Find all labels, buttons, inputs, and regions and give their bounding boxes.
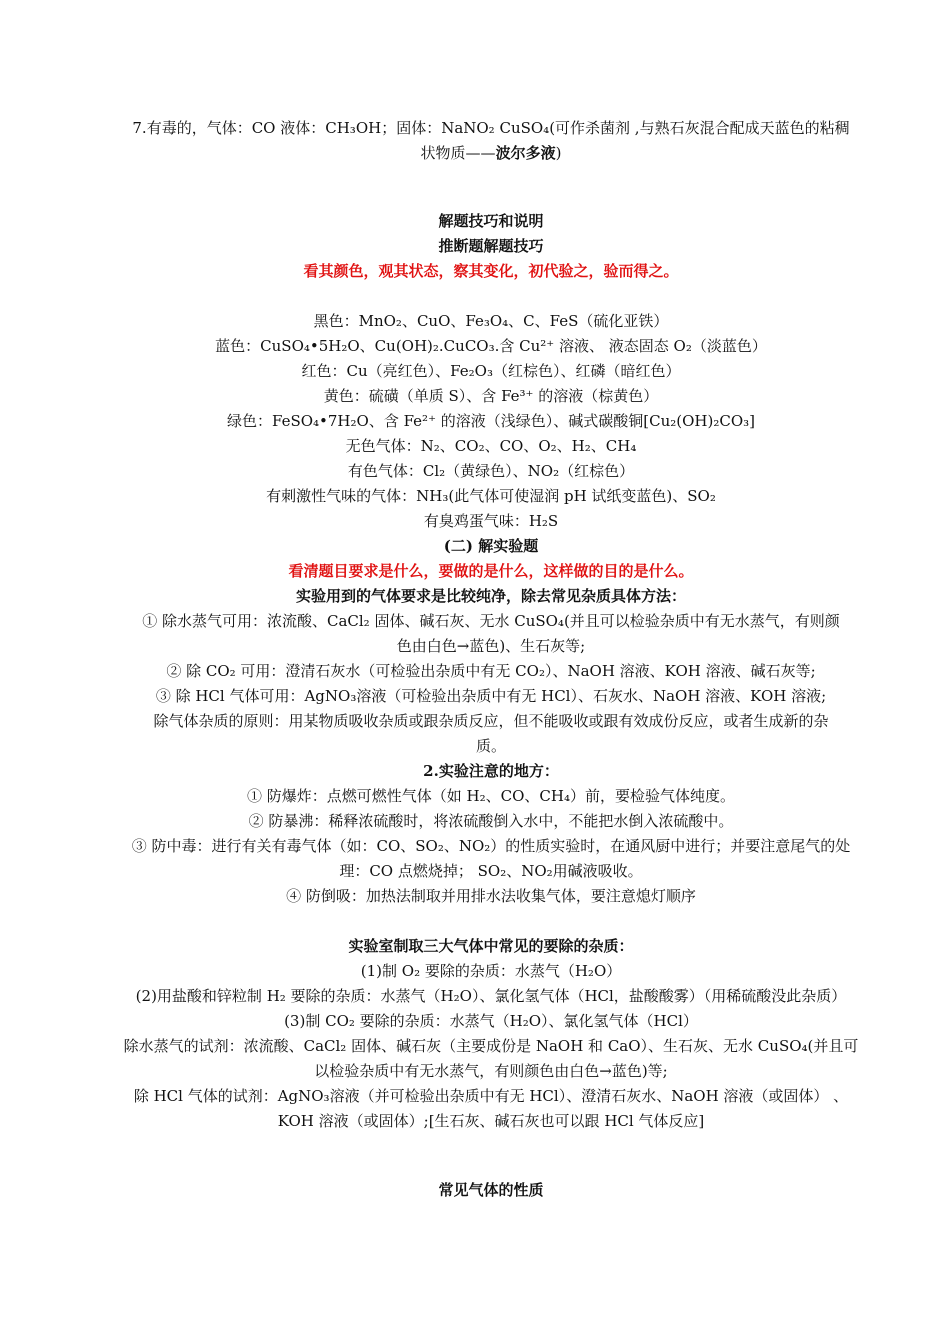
water-reagent-line-2: 以检验杂质中有无水蒸气，有则颜色由白色→蓝色)等; bbox=[314, 1062, 668, 1080]
three-gases-title: 实验室制取三大气体中常见的要除的杂质： bbox=[348, 937, 634, 955]
bordeaux-mixture: 波尔多液 bbox=[495, 144, 556, 162]
rotten-egg-gas: 有臭鸡蛋气味：H₂S bbox=[423, 512, 559, 530]
co2-impurities: (3)制 CO₂ 要除的杂质：水蒸气（H₂O）、氯化氢气体（HCl） bbox=[284, 1012, 698, 1030]
purification-title: 实验用到的气体要求是比较纯净，除去常见杂质具体方法： bbox=[295, 587, 686, 605]
hcl-reagent-line-1: 除 HCl 气体的试剂：AgNO₃溶液（并可检验出杂质中有无 HCl）、澄清石灰水、NaOH 溶液（或固体） 、 bbox=[133, 1087, 849, 1105]
notes-title: 2.实验注意的地方： bbox=[423, 762, 559, 780]
para-7-line-1: 7.有毒的，气体：CO 液体：CH₃OH；固体：NaNO₂ CuSO₄(可作杀菌剂 ,与熟石灰混合配成天蓝色的粘稠 bbox=[132, 119, 850, 137]
remove-hcl: ③ 除 HCl 气体可用：AgNO₃溶液（可检验出杂质中有无 HCl）、石灰水、NaOH 溶液、KOH 溶液; bbox=[155, 687, 827, 705]
colorless-gases: 无色气体：N₂、CO₂、CO、O₂、H₂、CH₄ bbox=[345, 437, 637, 455]
inference-title: 推断题解题技巧 bbox=[438, 237, 544, 255]
color-black: 黑色：MnO₂、CuO、Fe₃O₄、C、FeS（硫化亚铁） bbox=[313, 312, 669, 330]
remove-co2: ② 除 CO₂ 可用：澄清石灰水（可检验出杂质中有无 CO₂）、NaOH 溶液、KOH 溶液、碱石灰等; bbox=[166, 662, 816, 680]
water-reagent-line-1: 除水蒸气的试剂：浓流酸、CaCl₂ 固体、碱石灰（主要成份是 NaOH 和 CaO）、生石灰、无水 CuSO₄(并且可 bbox=[123, 1037, 859, 1055]
note-poison-line-1: ③ 防中毒：进行有关有毒气体（如：CO、SO₂、NO₂）的性质实验时，在通风厨中进行；并要注意尾气的处 bbox=[131, 837, 851, 855]
h2-impurities: (2)用盐酸和锌粒制 H₂ 要除的杂质：水蒸气（H₂O）、氯化氢气体（HCl，盐酸酸雾）（用稀硫酸没此杂质） bbox=[135, 987, 847, 1005]
para-7-prefix: 状物质—— bbox=[420, 144, 496, 162]
principle-line-1: 除气体杂质的原则：用某物质吸收杂质或跟杂质反应，但不能吸收或跟有效成份反应，或者生成新的杂 bbox=[153, 712, 829, 730]
colored-gases: 有色气体：Cl₂（黄绿色）、NO₂（红棕色） bbox=[347, 462, 635, 480]
pungent-gases: 有刺激性气味的气体：NH₃(此气体可使湿润 pH 试纸变蓝色)、SO₂ bbox=[266, 487, 716, 505]
experiment-motto: 看清题目要求是什么，要做的是什么，这样做的目的是什么。 bbox=[288, 562, 694, 580]
o2-impurities: (1)制 O₂ 要除的杂质：水蒸气（H₂O） bbox=[360, 962, 622, 980]
principle-line-2: 质。 bbox=[475, 737, 506, 755]
document-page bbox=[118, 116, 864, 1203]
para-7-suffix: ) bbox=[555, 144, 562, 162]
gas-properties-title: 常见气体的性质 bbox=[438, 1181, 544, 1199]
note-explosion: ① 防爆炸：点燃可燃性气体（如 H₂、CO、CH₄）前，要检验气体纯度。 bbox=[247, 787, 735, 805]
note-poison-line-2: 理：CO 点燃烧掉； SO₂、NO₂用碱液吸收。 bbox=[339, 862, 643, 880]
remove-water-line-1: ① 除水蒸气可用：浓流酸、CaCl₂ 固体、碱石灰、无水 CuSO₄(并且可以检验杂质中有无水蒸气，有则颜 bbox=[142, 612, 840, 630]
color-red: 红色：Cu（亮红色）、Fe₂O₃（红棕色）、红磷（暗红色） bbox=[301, 362, 681, 380]
color-green: 绿色：FeSO₄•7H₂O、含 Fe²⁺ 的溶液（浅绿色）、碱式碳酸铜[Cu₂(OH)₂CO₃] bbox=[226, 412, 755, 430]
experiment-title: (二) 解实验题 bbox=[443, 537, 539, 555]
remove-water-line-2: 色由白色→蓝色)、生石灰等; bbox=[396, 637, 586, 655]
hcl-reagent-line-2: KOH 溶液（或固体）;[生石灰、碱石灰也可以跟 HCl 气体反应] bbox=[277, 1112, 705, 1130]
note-bumping: ② 防暴沸：稀释浓硫酸时，将浓硫酸倒入水中，不能把水倒入浓硫酸中。 bbox=[248, 812, 734, 830]
para-7-line-2 bbox=[118, 141, 864, 166]
tips-title: 解题技巧和说明 bbox=[438, 212, 544, 230]
color-blue: 蓝色：CuSO₄•5H₂O、Cu(OH)₂.CuCO₃.含 Cu²⁺ 溶液、 液态固态 O₂（淡蓝色） bbox=[215, 337, 767, 355]
note-backflow: ④ 防倒吸：加热法制取并用排水法收集气体，要注意熄灯顺序 bbox=[286, 887, 696, 905]
inference-motto: 看其颜色，观其状态，察其变化，初代验之，验而得之。 bbox=[303, 262, 679, 280]
color-yellow: 黄色：硫磺（单质 S）、含 Fe³⁺ 的溶液（棕黄色） bbox=[323, 387, 659, 405]
